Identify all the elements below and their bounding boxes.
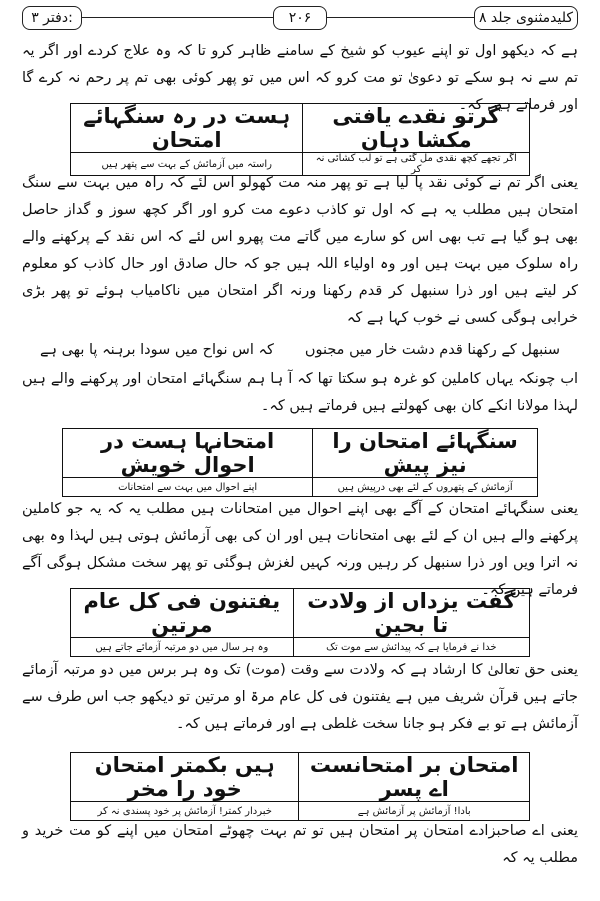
couplet-1-verse-right: گرتو نقدے یافتی مکشا دہان bbox=[303, 104, 530, 153]
couplet-2 bbox=[62, 428, 538, 497]
running-header bbox=[22, 6, 578, 30]
couplet-1-translation-right: اگر تجھے کچھ نقدی مل گئی ہے تو لب کشائی نہ کر bbox=[303, 153, 530, 176]
couplet-2-translation-right: آزمائش کے پتھروں کے لئے بھی درپیش ہیں bbox=[313, 478, 538, 497]
couplet-1 bbox=[70, 103, 530, 176]
paragraph-4: یعنی سنگہائے امتحان کے آگے بھی اپنے احوال میں امتحانات ہیں مطلب یہ کہ یہ جو کاملین پرکھنے والے ہیں ان کے لئے بھی امتحانات ہیں اور ان کی بھی آزمائش ہوتی ہیں لہذا وہ بھی نہ اترا ویں اور ذرا سنبھل کر رہیں ورنہ کہیں لغزش ہوگئی تو پھر سخت مشکل ہوگی آگے فرماتے ہیں کہ۔ bbox=[22, 501, 578, 598]
page-number: ۲۰۶ bbox=[273, 6, 327, 30]
couplet-4 bbox=[70, 752, 530, 821]
paragraph-3: اب چونکہ یہاں کاملین کو غرہ ہو سکتا تھا کہ آ ہا ہم سنگہائے امتحان اور پرکھنے والے ہیں لہذا مولانا انکے کان بھی کھولتے ہیں فرماتے ہیں کہ۔ bbox=[22, 371, 578, 414]
verse-line bbox=[40, 337, 560, 363]
header-book-title: کلیدمثنوی جلد ۸ bbox=[474, 6, 578, 30]
paragraph-2: یعنی اگر تم نے کوئی نقد پا لیا ہے تو پھر منہ مت کھولو اس لئے کہ راہ میں بہت سے سنگ امتحان ہیں مطلب یہ ہے کہ اول تو کاذب دعوے مت کرو اور اگر کچھ سوز و گداز حاصل بھی ہو گیا ہے تب بھی اس کو سارے میں گاتے مت پھرو اس لئے کہ اس نقد کے پرکھنے والے راہ سلوک میں بہت ہیں اور وہ اولیاء اللہ ہیں جو کہ حال صادق اور حال کاذب کو معلوم کر لیتے ہیں اور ذرا سنبھل کر قدم رکھنا ورنہ اگر امتحان میں ناکامیاب ہوئے تو پھر بڑی خرابی ہوگی کسی نے خوب کہا ہے کہ bbox=[22, 175, 578, 326]
couplet-4-verse-right: امتحان بر امتحانست اے پسر bbox=[299, 753, 530, 802]
paragraph-5: یعنی حق تعالیٰ کا ارشاد ہے کہ ولادت سے وقت (موت) تک وہ ہر برس میں دو مرتبہ آزمائے جاتے ہیں قرآن شریف میں ہے یفتنون فی کل عام مرۃ او مرتین تو دیکھو جب اس طرف سے آزمائش ہے تو بے فکر ہو جانا سخت غلطی ہے اور فرماتے ہیں کہ۔ bbox=[22, 662, 578, 732]
couplet-2-verse-left: امتحانہا ہست در احوال خویش bbox=[63, 429, 313, 478]
couplet-4-translation-right: بادا! آزمائش پر آزمائش ہے bbox=[299, 802, 530, 821]
couplet-4-verse-left: ہیں بکمتر امتحان خود را مخر bbox=[71, 753, 299, 802]
couplet-2-verse-right: سنگہائے امتحان را نیز پیش bbox=[313, 429, 538, 478]
couplet-3-translation-left: وہ ہر سال میں دو مرتبہ آزمائے جاتے ہیں bbox=[71, 638, 294, 657]
couplet-4-translation-left: خبردار کمتر! آزمائش پر خود پسندی نہ کر bbox=[71, 802, 299, 821]
couplet-3-translation-right: خدا نے فرمایا ہے کہ پیدائش سے موت تک bbox=[293, 638, 529, 657]
verse-line-right: سنبھل کے رکھنا قدم دشت خار میں مجنوں bbox=[304, 342, 560, 358]
couplet-1-verse-left: ہست در رہ سنگہائے امتحان bbox=[71, 104, 303, 153]
couplet-3-verse-right: گفت یزداں از ولادت تا بحین bbox=[293, 589, 529, 638]
couplet-3-verse-left: یفتنون فی کل عام مرتین bbox=[71, 589, 294, 638]
verse-line-left: کہ اس نواح میں سودا برہنہ پا بھی ہے bbox=[40, 342, 274, 358]
couplet-2-translation-left: اپنے احوال میں بہت سے امتحانات bbox=[63, 478, 313, 497]
paragraph-1: ہے کہ دیکھو اول تو اپنے عیوب کو شیخ کے سامنے ظاہر کرو تا کہ وہ علاج کردے اور اگر یہ تم سے نہ ہو سکے تو دعویٰ تو مت کرو کہ اس میں تو پھر کوئی بھی تم پر رحم نہ کرے گا اور فرماتے ہیں کہ۔ bbox=[22, 43, 578, 113]
couplet-3 bbox=[70, 588, 530, 657]
couplet-1-translation-left: راستہ میں آزمائش کے بہت سے پتھر ہیں bbox=[71, 153, 303, 176]
paragraph-6: یعنی اے صاحبزادے امتحان پر امتحان ہیں تو تم بہت چھوٹے امتحان میں اپنے کو مت خرید و مطلب یہ کہ bbox=[22, 823, 578, 866]
header-volume: دفتر ۳: bbox=[22, 6, 82, 30]
